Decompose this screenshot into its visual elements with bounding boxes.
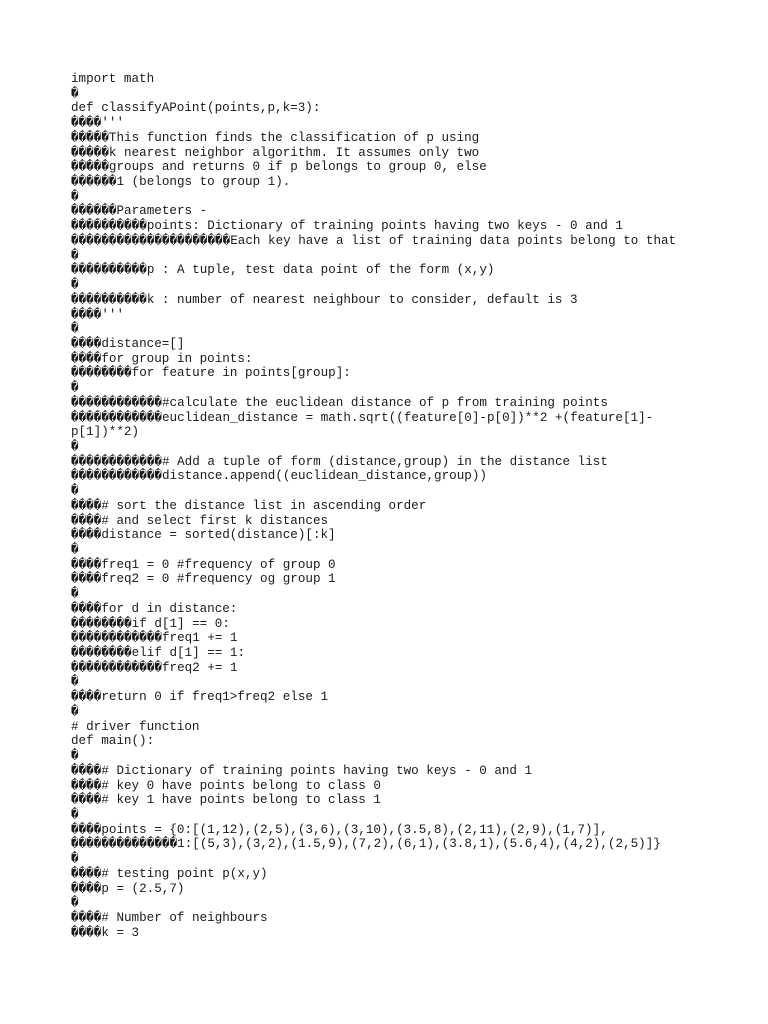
code-line: ��������������1:[(5,3),(3,2),(1.5,9),(7,2),(6,1),(3.8,1),(5.6,4),(4,2),(2,5)]}	[71, 837, 661, 852]
code-line: ����'''	[71, 307, 125, 322]
code-line: �	[71, 587, 79, 602]
code-line: ����������points: Dictionary of training points having two keys - 0 and 1	[71, 219, 623, 234]
code-line: �	[71, 439, 79, 454]
code-line: ����distance = sorted(distance)[:k]	[71, 528, 336, 543]
code-line: ����for group in points:	[71, 351, 253, 366]
code-line: �	[71, 675, 79, 690]
code-line: ������������euclidean_distance = math.sqrt((feature[0]-p[0])**2 +(feature[1]-	[71, 410, 654, 425]
code-line: �	[71, 484, 79, 499]
code-line: �	[71, 381, 79, 396]
code-line: ����distance=[]	[71, 336, 185, 351]
code-line: def main():	[71, 734, 155, 749]
code-line: ������������freq1 += 1	[71, 631, 238, 646]
code-line: def classifyAPoint(points,p,k=3):	[71, 101, 321, 116]
code-line: �	[71, 749, 79, 764]
code-line: ����# key 0 have points belong to class 0	[71, 778, 381, 793]
code-line: ��������elif d[1] == 1:	[71, 646, 246, 661]
code-line: p[1])**2)	[71, 425, 140, 440]
code-line: �	[71, 896, 79, 911]
code-line: �	[71, 248, 79, 263]
code-line: ����������p : A tuple, test data point of the form (x,y)	[71, 263, 495, 278]
code-line: �����This function finds the classification of p using	[71, 130, 480, 145]
code-line: �����groups and returns 0 if p belongs to group 0, else	[71, 160, 487, 175]
code-line: ����# testing point p(x,y)	[71, 866, 268, 881]
code-line: �	[71, 543, 79, 557]
code-line: �����k nearest neighbor algorithm. It assumes only two	[71, 145, 480, 160]
code-line: �	[71, 322, 79, 337]
code-line: �	[71, 807, 79, 822]
code-line: ����'''	[71, 116, 125, 131]
code-line: ����p = (2.5,7)	[71, 881, 185, 896]
code-listing	[71, 72, 751, 940]
code-line: ��������for feature in points[group]:	[71, 366, 351, 381]
code-line: ������������#calculate the euclidean distance of p from training points	[71, 395, 608, 410]
code-line: ����freq1 = 0 #frequency of group 0	[71, 557, 336, 572]
code-line: ������������distance.append((euclidean_distance,group))	[71, 469, 487, 484]
code-line: ����points = {0:[(1,12),(2,5),(3,6),(3,10),(3.5,8),(2,11),(2,9),(1,7)],	[71, 822, 608, 837]
code-line: import math	[71, 72, 155, 86]
code-line: �	[71, 278, 79, 293]
code-line: �	[71, 86, 79, 101]
code-line: ����freq2 = 0 #frequency og group 1	[71, 572, 336, 587]
code-line: �	[71, 852, 79, 867]
code-line: ����������k : number of nearest neighbour to consider, default is 3	[71, 292, 578, 307]
code-line: �	[71, 189, 79, 204]
code-line: ����return 0 if freq1>freq2 else 1	[71, 690, 329, 705]
code-line: ������������freq2 += 1	[71, 660, 238, 675]
code-line: �	[71, 704, 79, 719]
code-line: ������������# Add a tuple of form (distance,group) in the distance list	[71, 454, 608, 469]
code-line: ����# and select first k distances	[71, 513, 329, 528]
code-line: ����k = 3	[71, 925, 140, 940]
code-line: ������1 (belongs to group 1).	[71, 175, 291, 190]
code-line: ������Parameters -	[71, 204, 208, 219]
code-line: ����# Number of neighbours	[71, 910, 268, 925]
code-line: ����for d in distance:	[71, 601, 238, 616]
code-line: ��������if d[1] == 0:	[71, 616, 230, 631]
code-line: ���������������������Each key have a list of training data points belong to that	[71, 233, 677, 248]
code-line: ����# sort the distance list in ascending order	[71, 498, 427, 513]
code-line: # driver function	[71, 719, 200, 734]
code-line: ����# Dictionary of training points having two keys - 0 and 1	[71, 763, 533, 778]
code-line: ����# key 1 have points belong to class 1	[71, 793, 381, 808]
